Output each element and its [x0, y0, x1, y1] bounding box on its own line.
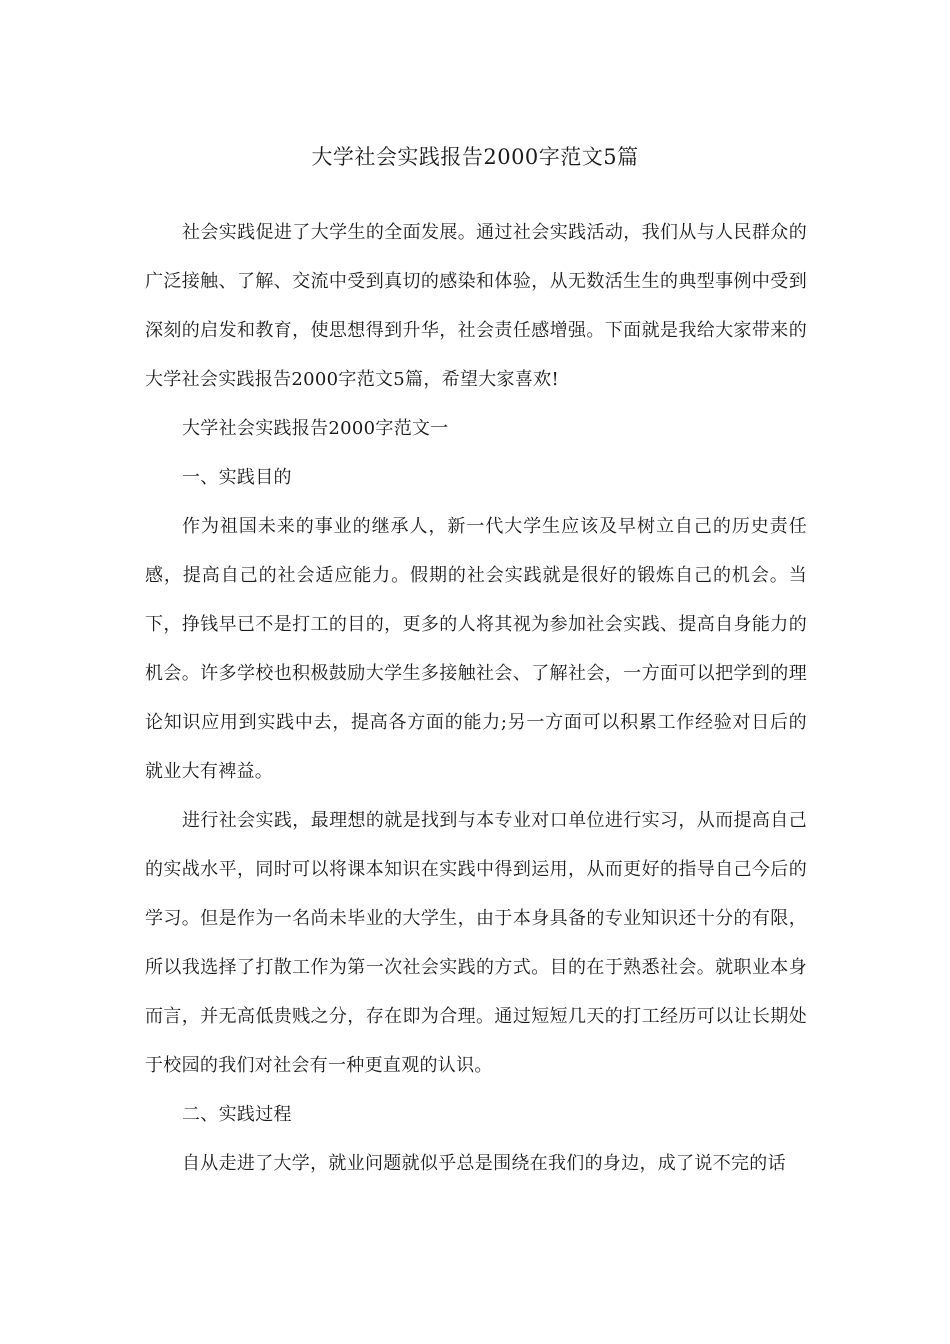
paragraph-purpose-1: 作为祖国未来的事业的继承人，新一代大学生应该及早树立自己的历史责任感，提高自己的社会适应能力。假期的社会实践就是很好的锻炼自己的机会。当下，挣钱早已不是打工的目的，更多的人将其视为参加社会实践、提高自身能力的机会。许多学校也积极鼓励大学生多接触社会、了解社会，一方面可以把学到的理论知识应用到实践中去，提高各方面的能力;另一方面可以积累工作经验对日后的就业大有裨益。 [145, 516, 807, 782]
paragraph-intro: 社会实践促进了大学生的全面发展。通过社会实践活动，我们从与人民群众的广泛接触、了解、交流中受到真切的感染和体验，从无数活生生的典型事例中受到深刻的启发和教育，使思想得到升华，社会责任感增强。下面就是我给大家带来的大学社会实践报告2000字范文5篇，希望大家喜欢! [145, 222, 807, 390]
section-heading-practice-process: 二、实践过程 [182, 1104, 292, 1125]
paragraph-process-1: 自从走进了大学，就业问题就似乎总是围绕在我们的身边，成了说不完的话 [182, 1153, 786, 1174]
paragraph-purpose-2: 进行社会实践，最理想的就是找到与本专业对口单位进行实习，从而提高自己的实战水平，同时可以将课本知识在实践中得到运用，从而更好的指导自己今后的学习。但是作为一名尚未毕业的大学生，由于本身具备的专业知识还十分的有限，所以我选择了打散工作为第一次社会实践的方式。目的在于熟悉社会。就职业本身而言，并无高低贵贱之分，存在即为合理。通过短短几天的打工经历可以让长期处于校园的我们对社会有一种更直观的认识。 [145, 810, 807, 1076]
section-heading-article-one: 大学社会实践报告2000字范文一 [182, 418, 449, 439]
document-body [145, 208, 807, 1188]
document-title: 大学社会实践报告2000字范文5篇 [311, 145, 639, 169]
section-heading-practice-purpose: 一、实践目的 [182, 467, 292, 488]
